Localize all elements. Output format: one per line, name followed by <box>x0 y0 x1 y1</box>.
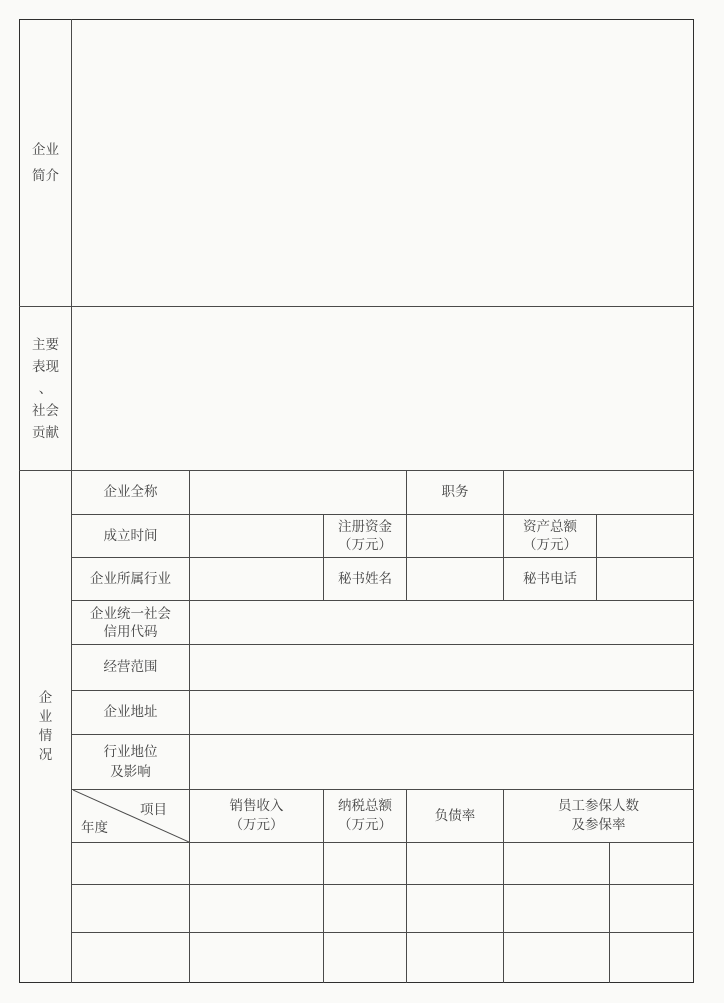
label-line: （万元） <box>523 537 577 553</box>
table-cell[interactable] <box>324 933 406 982</box>
label-line: （万元） <box>338 537 392 553</box>
label-position: 职务 <box>441 484 469 501</box>
corner-year-label: 年度 <box>81 820 108 836</box>
label-line: 员工参保人数 <box>558 798 639 814</box>
reg-capital-field[interactable] <box>407 515 503 557</box>
label-line: 销售收入 <box>229 798 284 814</box>
label-line: 况 <box>38 746 53 763</box>
table-cell[interactable] <box>190 843 323 884</box>
label-line: 社会 <box>32 402 59 419</box>
label-address: 企业地址 <box>103 704 158 721</box>
table-cell[interactable] <box>407 933 503 982</box>
position-field[interactable] <box>504 471 693 514</box>
label-line: 资产总额 <box>523 519 577 535</box>
label-full-name: 企业全称 <box>103 484 158 501</box>
label-line: （万元） <box>229 817 284 833</box>
label-line: 注册资金 <box>338 519 392 535</box>
table-cell[interactable] <box>610 933 693 982</box>
table-cell[interactable] <box>504 933 609 982</box>
label-line: 、 <box>38 380 53 397</box>
contribution-input-area[interactable] <box>72 307 693 470</box>
label-line: 业 <box>38 708 53 725</box>
label-founded: 成立时间 <box>103 527 158 544</box>
section-label-contribution <box>20 307 71 470</box>
business-scope-field[interactable] <box>190 645 693 690</box>
label-line: 企 <box>38 689 53 706</box>
label-line: 纳税总额 <box>338 798 392 814</box>
table-cell[interactable] <box>504 885 609 932</box>
founded-field[interactable] <box>190 515 323 557</box>
full-name-field[interactable] <box>190 471 406 514</box>
section-label-situation <box>20 471 71 982</box>
secretary-name-field[interactable] <box>407 558 503 600</box>
table-cell[interactable] <box>324 843 406 884</box>
header-sales <box>190 790 323 842</box>
label-line: 简介 <box>32 168 59 184</box>
secretary-phone-field[interactable] <box>597 558 693 600</box>
table-cell[interactable] <box>504 843 609 884</box>
label-line: （万元） <box>338 817 392 833</box>
table-corner-header <box>73 790 189 842</box>
industry-status-field[interactable] <box>190 735 693 789</box>
label-line: 主要 <box>32 336 59 353</box>
table-cell[interactable] <box>72 933 189 982</box>
table-cell[interactable] <box>72 885 189 932</box>
section-label-profile <box>20 20 71 306</box>
label-credit-code <box>72 601 189 644</box>
industry-field[interactable] <box>190 558 323 600</box>
header-debt: 负债率 <box>434 807 476 824</box>
label-total-assets <box>504 515 596 557</box>
table-cell[interactable] <box>407 885 503 932</box>
table-cell[interactable] <box>190 885 323 932</box>
label-secretary-phone: 秘书电话 <box>523 570 577 587</box>
table-cell[interactable] <box>610 843 693 884</box>
corner-item-label: 项目 <box>140 802 167 818</box>
label-secretary-name: 秘书姓名 <box>338 570 392 587</box>
label-business-scope: 经营范围 <box>103 659 158 676</box>
label-reg-capital <box>324 515 406 557</box>
address-field[interactable] <box>190 691 693 734</box>
border-right <box>693 19 694 983</box>
header-tax <box>324 790 406 842</box>
table-cell[interactable] <box>72 843 189 884</box>
label-line: 行业地位 <box>103 744 158 760</box>
label-line: 企业 <box>32 142 59 158</box>
label-industry-status <box>72 735 189 789</box>
profile-input-area[interactable] <box>72 20 693 306</box>
credit-code-field[interactable] <box>190 601 693 644</box>
label-line: 贡献 <box>32 424 59 441</box>
table-cell[interactable] <box>610 885 693 932</box>
border-bottom <box>19 982 694 983</box>
label-line: 信用代码 <box>103 623 158 640</box>
label-line: 及影响 <box>110 764 151 780</box>
label-line: 情 <box>38 727 53 744</box>
header-insured <box>504 790 693 842</box>
table-cell[interactable] <box>407 843 503 884</box>
label-line: 企业统一社会 <box>90 605 171 622</box>
total-assets-field[interactable] <box>597 515 693 557</box>
label-line: 表现 <box>32 358 59 375</box>
table-cell[interactable] <box>324 885 406 932</box>
table-cell[interactable] <box>190 933 323 982</box>
label-line: 及参保率 <box>571 817 626 833</box>
label-industry: 企业所属行业 <box>90 570 171 587</box>
